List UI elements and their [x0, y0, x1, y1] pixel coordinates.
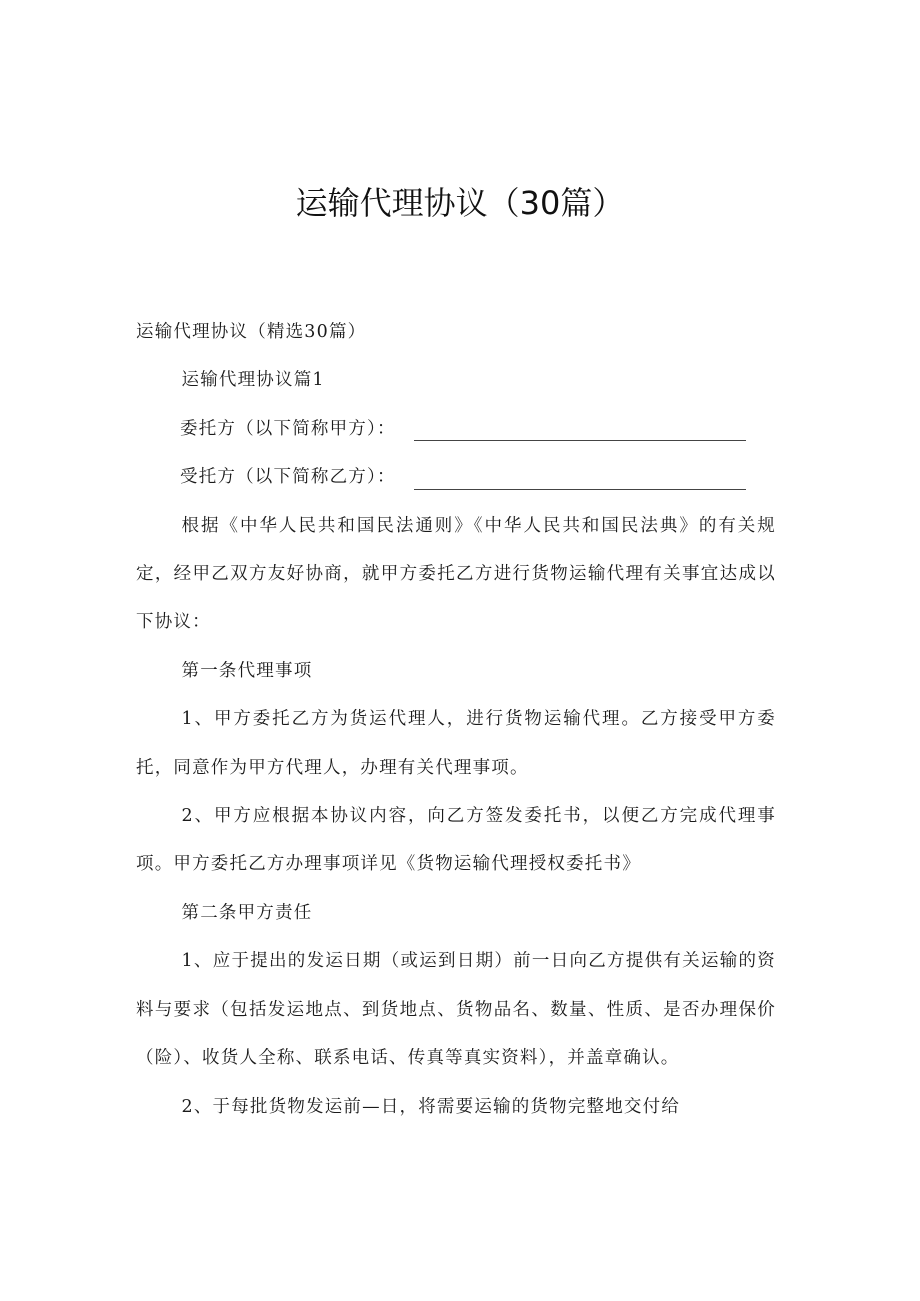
party-a-label: 委托方（以下简称甲方）： [180, 418, 396, 439]
article-1-heading: 第一条代理事项 [181, 660, 313, 681]
party-b-label: 受托方（以下简称乙方）： [180, 467, 396, 488]
party-b-blank-line [414, 465, 746, 490]
party-a-row [136, 405, 776, 453]
document-title: 运输代理协议（30篇） [295, 184, 625, 223]
document-body [136, 308, 776, 1131]
article-1-clause-2: 2、甲方应根据本协议内容，向乙方签发委托书，以便乙方完成代理事项。甲方委托乙方办理事项详见《货物运输代理授权委托书》 [136, 806, 776, 875]
article-2-clause-1: 1、应于提出的发运日期（或运到日期）前一日向乙方提供有关运输的资料与要求（包括发运地点、到货地点、货物品名、数量、性质、是否办理保价（险）、收货人全称、联系电话、传真等真实资料），并盖章确认。 [136, 951, 776, 1069]
article-2-heading: 第二条甲方责任 [181, 902, 313, 923]
party-b-row [136, 453, 776, 501]
party-a-blank-line [414, 416, 746, 441]
section-heading: 运输代理协议篇1 [181, 370, 325, 391]
document-subtitle: 运输代理协议（精选30篇） [136, 322, 367, 342]
article-2-clause-2: 2、于每批货物发运前—日，将需要运输的货物完整地交付给 [181, 1096, 681, 1117]
paragraph-intro: 根据《中华人民共和国民法通则》《中华人民共和国民法典》的有关规定，经甲乙双方友好协商，就甲方委托乙方进行货物运输代理有关事宜达成以下协议： [136, 515, 776, 633]
article-1-clause-1: 1、甲方委托乙方为货运代理人，进行货物运输代理。乙方接受甲方委托，同意作为甲方代理人，办理有关代理事项。 [136, 709, 776, 778]
